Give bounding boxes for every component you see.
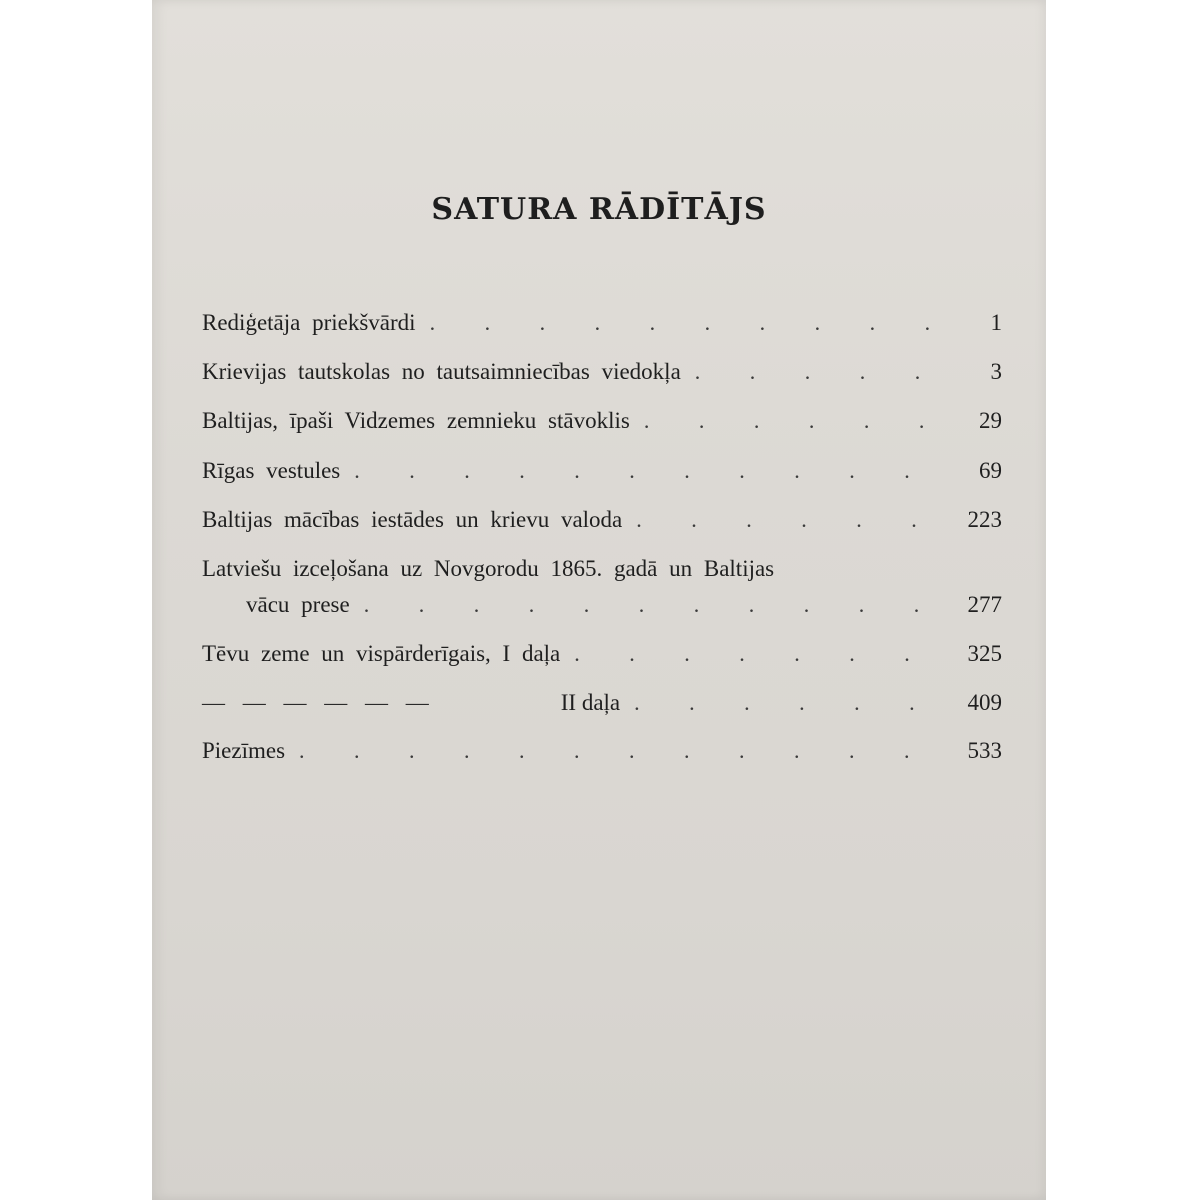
toc-entry-page: 325 xyxy=(967,641,1002,666)
toc-entry-page: 223 xyxy=(967,507,1002,532)
dot-leader xyxy=(574,641,942,667)
toc-entry xyxy=(202,458,1002,494)
toc-entry-page: 277 xyxy=(967,592,1002,617)
ditto-dashes: — — — — — — xyxy=(202,690,435,715)
toc-entry-page: 533 xyxy=(967,738,1002,763)
dot-leader xyxy=(636,507,942,533)
dot-leader xyxy=(644,408,942,434)
toc-entry xyxy=(202,738,1002,774)
toc-entry xyxy=(202,310,1002,346)
toc-entry xyxy=(202,507,1002,543)
dot-leader xyxy=(364,592,942,618)
toc-entry xyxy=(202,690,1002,726)
toc-entry xyxy=(202,556,1002,628)
toc-entry-title: II daļa xyxy=(560,690,621,715)
toc-entry-title: Baltijas, īpaši Vidzemes zemnieku stāvoklis xyxy=(202,408,630,433)
toc-entry-title: Tēvu zeme un vispārderīgais, I daļa xyxy=(202,641,561,666)
table-of-contents xyxy=(152,0,1046,1200)
toc-entry-title: Krievijas tautskolas no tautsaimniecības viedokļa xyxy=(202,359,681,384)
dot-leader xyxy=(299,738,942,764)
toc-entry-page: 409 xyxy=(967,690,1002,715)
dot-leader xyxy=(354,458,942,484)
toc-entry xyxy=(202,359,1002,395)
toc-entry-title: Piezīmes xyxy=(202,738,286,763)
toc-entry-page: 69 xyxy=(979,458,1002,483)
toc-entry-page: 3 xyxy=(990,359,1002,384)
toc-entry xyxy=(202,641,1002,677)
toc-entry-title-line1: Latviešu izceļošana uz Novgorodu 1865. gadā un Baltijas xyxy=(202,556,775,581)
toc-entry-title: Baltijas mācības iestādes un krievu valoda xyxy=(202,507,623,532)
toc-entry-title: Rediģetāja priekšvārdi xyxy=(202,310,416,335)
toc-entry-page: 29 xyxy=(979,408,1002,433)
toc-entry xyxy=(202,408,1002,444)
dot-leader xyxy=(695,359,942,385)
page-title: SATURA RĀDĪTĀJS xyxy=(431,192,767,227)
toc-entry-page: 1 xyxy=(990,310,1002,335)
dot-leader xyxy=(430,310,942,336)
toc-entry-title-line2: vācu prese xyxy=(246,592,350,617)
dot-leader xyxy=(634,690,942,716)
book-page xyxy=(152,0,1046,1200)
toc-entry-title: Rīgas vestules xyxy=(202,458,341,483)
